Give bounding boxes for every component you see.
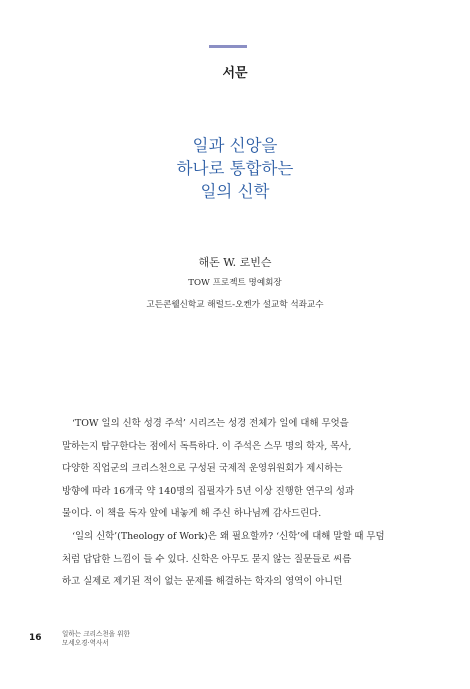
body-line: 말하는지 탐구한다는 점에서 독특하다. 이 주석은 스무 명의 학자, 목사,	[62, 440, 352, 452]
title-line: 일과 신앙을	[192, 136, 278, 155]
footer-book-line: 일하는 크리스천을 위한	[62, 630, 130, 638]
author-role: TOW 프로젝트 명예회장	[188, 278, 282, 288]
author-name: 해돈 W. 로빈슨	[198, 256, 272, 269]
body-line: ‘일의 신학’(Theology of Work)은 왜 필요할까? ‘신학’에 대해 말할 때 무덤	[72, 530, 385, 542]
body-line: 방향에 따라 16개국 약 140명의 집필자가 5년 이상 진행한 연구의 성과	[62, 485, 354, 497]
body-line: 다양한 직업군의 크리스천으로 구성된 국제적 운영위원회가 제시하는	[62, 463, 343, 475]
page-number: 16	[29, 633, 42, 643]
body-line: 하고 실제로 제기된 적이 없는 문제를 해결하는 학자의 영역이 아니던	[62, 576, 343, 588]
chapter-title	[0, 134, 470, 203]
body-line: 물이다. 이 책을 독자 앞에 내놓게 해 주신 하나님께 감사드린다.	[62, 508, 322, 520]
title-line: 하나로 통합하는	[176, 159, 294, 178]
running-footer	[62, 630, 130, 648]
author-affiliation: 고든콘웰신학교 해럴드-오켄가 설교학 석좌교수	[146, 300, 324, 310]
section-label: 서문	[222, 66, 248, 81]
body-text	[62, 413, 387, 594]
body-line: ‘TOW 일의 신학 성경 주석’ 시리즈는 성경 전체가 일에 대해 무엇을	[72, 418, 349, 429]
title-line: 일의 신학	[200, 182, 270, 201]
footer-book-line: 모세오경·역사서	[62, 639, 109, 647]
body-line: 처럼 답답한 느낌이 들 수 있다. 신학은 아무도 묻지 않는 질문들로 씨름	[62, 553, 352, 565]
section-rule	[209, 45, 247, 48]
